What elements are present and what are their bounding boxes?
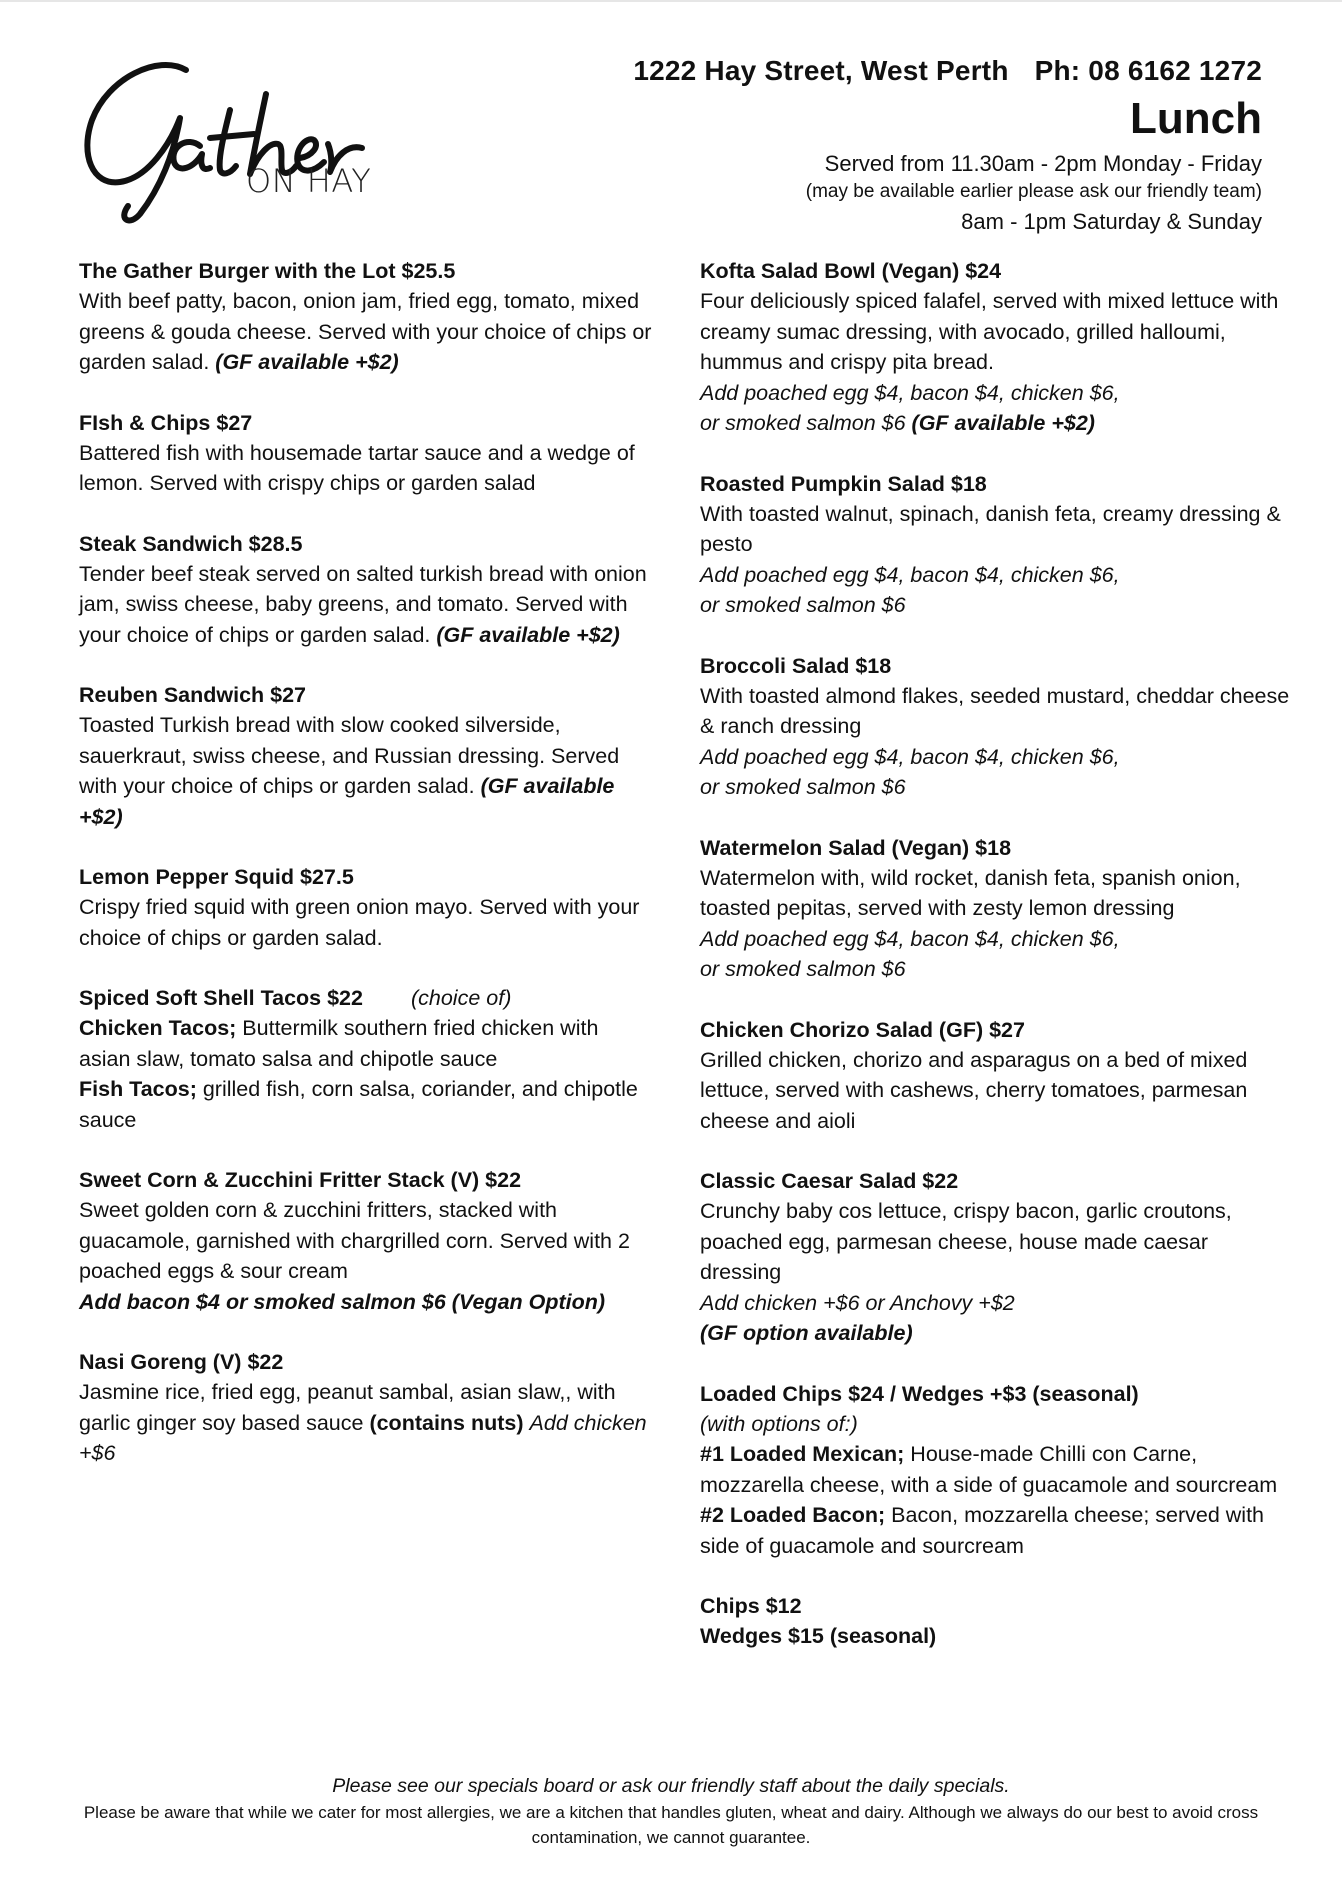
menu-item <box>79 1165 654 1317</box>
options-note: (with options of:) <box>700 1411 858 1436</box>
logo-subtitle: ON HAY <box>246 162 372 200</box>
address: 1222 Hay Street, West Perth <box>633 55 1009 86</box>
restaurant-header <box>502 55 1262 236</box>
item-addon: Add poached egg $4, bacon $4, chicken $6, <box>700 380 1120 405</box>
item-addon: or smoked salmon $6 <box>700 775 906 799</box>
item-addon: Add poached egg $4, bacon $4, chicken $6, <box>700 926 1120 951</box>
item-title: Nasi Goreng (V) $22 <box>79 1350 284 1374</box>
item-title: Broccoli Salad $18 <box>700 653 892 678</box>
item-description: With beef patty, bacon, onion jam, fried egg, tomato, mixed greens & gouda cheese. Served with your choice of chips or garden salad. (GF available +$2) <box>79 289 652 374</box>
contact-line <box>502 55 1262 87</box>
menu-item <box>79 983 654 1135</box>
item-addon: Add chicken +$6 <box>79 1410 647 1465</box>
menu-item <box>700 1166 1290 1349</box>
item-description: Crunchy baby cos lettuce, crispy bacon, garlic croutons, poached egg, parmesan cheese, house made caesar dressing <box>700 1199 1232 1284</box>
item-title: Kofta Salad Bowl (Vegan) $24 <box>700 259 1002 283</box>
menu-item <box>79 256 654 378</box>
item-title: Classic Caesar Salad $22 <box>700 1169 959 1193</box>
item-title: Wedges $15 (seasonal) <box>700 1624 937 1648</box>
gf-note: (GF option available) <box>700 1321 913 1345</box>
item-description: Toasted Turkish bread with slow cooked silverside, sauerkraut, swiss cheese, and Russian dressing. Served with your choice of chips or garden salad. (GF available +$2) <box>79 713 620 829</box>
menu-item <box>79 529 654 651</box>
item-description: Crispy fried squid with green onion mayo. Served with your choice of chips or garden salad. <box>79 895 640 950</box>
served-weekday: Served from 11.30am - 2pm Monday - Friday <box>824 151 1262 176</box>
item-addon: Add bacon $4 or smoked salmon $6 (Vegan Option) <box>79 1289 606 1314</box>
item-description: Battered fish with housemade tartar sauce and a wedge of lemon. Served with crispy chips or garden salad <box>79 440 635 495</box>
item-option: #2 Loaded Bacon; Bacon, mozzarella cheese; served with side of guacamole and sourcream <box>700 1503 1265 1558</box>
item-title: Roasted Pumpkin Salad $18 <box>700 471 987 496</box>
item-addon: or smoked salmon $6 <box>700 593 906 617</box>
item-description: Four deliciously spiced falafel, served with mixed lettuce with creamy sumac dressing, with avocado, grilled halloumi, hummus and crispy pita bread. <box>700 289 1279 374</box>
menu-item <box>79 1347 654 1469</box>
item-description: Jasmine rice, fried egg, peanut sambal, asian slaw,, with garlic ginger soy based sauce (contains nuts) Add chicken +$6 <box>79 1380 647 1465</box>
menu-item <box>700 469 1290 621</box>
menu-item <box>700 1379 1290 1562</box>
item-title: Spiced Soft Shell Tacos $22 (choice of) <box>79 986 512 1010</box>
item-title: Lemon Pepper Squid $27.5 <box>79 865 354 889</box>
nuts-warning: (contains nuts) <box>369 1410 524 1435</box>
menu-item <box>700 1015 1290 1137</box>
item-description: Sweet golden corn & zucchini fritters, stacked with guacamole, garnished with chargrilled corn. Served with 2 poached eggs & sour cream <box>79 1198 630 1283</box>
menu-item <box>79 862 654 953</box>
top-border <box>0 0 1342 2</box>
gather-on-hay-logo <box>78 58 398 228</box>
phone-number[interactable]: Ph: 08 6162 1272 <box>1034 55 1262 86</box>
item-description: With toasted walnut, spinach, danish feta, creamy dressing & pesto <box>700 501 1281 556</box>
served-weekend: 8am - 1pm Saturday & Sunday <box>961 209 1262 234</box>
served-note: (may be available earlier please ask our friendly team) <box>805 181 1262 202</box>
item-addon: or smoked salmon $6 (GF available +$2) <box>700 411 1095 435</box>
item-description: Tender beef steak served on salted turkish bread with onion jam, swiss cheese, baby greens, and tomato. Served with your choice of chips or garden salad. (GF available +$2) <box>79 561 647 647</box>
menu-column-left <box>79 256 654 1499</box>
menu-item <box>700 651 1290 803</box>
gf-note: (GF available +$2) <box>215 350 399 374</box>
choice-note: (choice of) <box>410 986 512 1010</box>
item-title: The Gather Burger with the Lot $25.5 <box>79 259 456 283</box>
item-addon: or smoked salmon $6 <box>700 957 906 981</box>
allergy-note: Please be aware that while we cater for most allergies, we are a kitchen that handles gluten, wheat and dairy. Although we always do our best to avoid cross contamination, we cannot guarantee. <box>83 1803 1259 1847</box>
menu-column-right <box>700 256 1290 1681</box>
item-title: Chicken Chorizo Salad (GF) $27 <box>700 1017 1025 1042</box>
menu-item <box>79 680 654 832</box>
item-addon: Add poached egg $4, bacon $4, chicken $6, <box>700 744 1120 769</box>
item-addon: Add poached egg $4, bacon $4, chicken $6, <box>700 562 1120 587</box>
item-description: With toasted almond flakes, seeded mustard, cheddar cheese & ranch dressing <box>700 683 1290 738</box>
item-title: Chips $12 <box>700 1594 802 1618</box>
gf-note: (GF available +$2) <box>79 774 615 829</box>
item-addon: Add chicken +$6 or Anchovy +$2 <box>700 1290 1015 1315</box>
gather-script-logo-icon <box>78 58 398 228</box>
item-title: FIsh & Chips $27 <box>79 410 253 435</box>
item-option: #1 Loaded Mexican; House-made Chilli con Carne, mozzarella cheese, with a side of guacamole and sourcream <box>700 1442 1278 1497</box>
gf-note: (GF available +$2) <box>436 622 620 647</box>
footer <box>60 1772 1282 1850</box>
specials-note: Please see our specials board or ask our friendly staff about the daily specials. <box>332 1775 1010 1797</box>
item-option: Chicken Tacos; Buttermilk southern fried chicken with asian slaw, tomato salsa and chipotle sauce <box>79 1016 599 1071</box>
menu-item <box>79 408 654 499</box>
item-title: Loaded Chips $24 / Wedges +$3 (seasonal) <box>700 1381 1139 1406</box>
menu-title: Lunch <box>1130 94 1262 143</box>
item-description: Grilled chicken, chorizo and asparagus on a bed of mixed lettuce, served with cashews, cherry tomatoes, parmesan cheese and aioli <box>700 1047 1248 1133</box>
item-description: Watermelon with, wild rocket, danish feta, spanish onion, toasted pepitas, served with zesty lemon dressing <box>700 865 1241 920</box>
menu-item <box>700 256 1290 439</box>
item-title: Watermelon Salad (Vegan) $18 <box>700 835 1012 860</box>
item-option: Fish Tacos; grilled fish, corn salsa, coriander, and chipotle sauce <box>79 1077 638 1132</box>
item-title: Reuben Sandwich $27 <box>79 683 307 707</box>
item-title: Steak Sandwich $28.5 <box>79 531 303 556</box>
item-title: Sweet Corn & Zucchini Fritter Stack (V) $22 <box>79 1168 522 1192</box>
gf-note: (GF available +$2) <box>911 411 1095 435</box>
menu-item <box>700 833 1290 985</box>
menu-item <box>700 1591 1290 1651</box>
